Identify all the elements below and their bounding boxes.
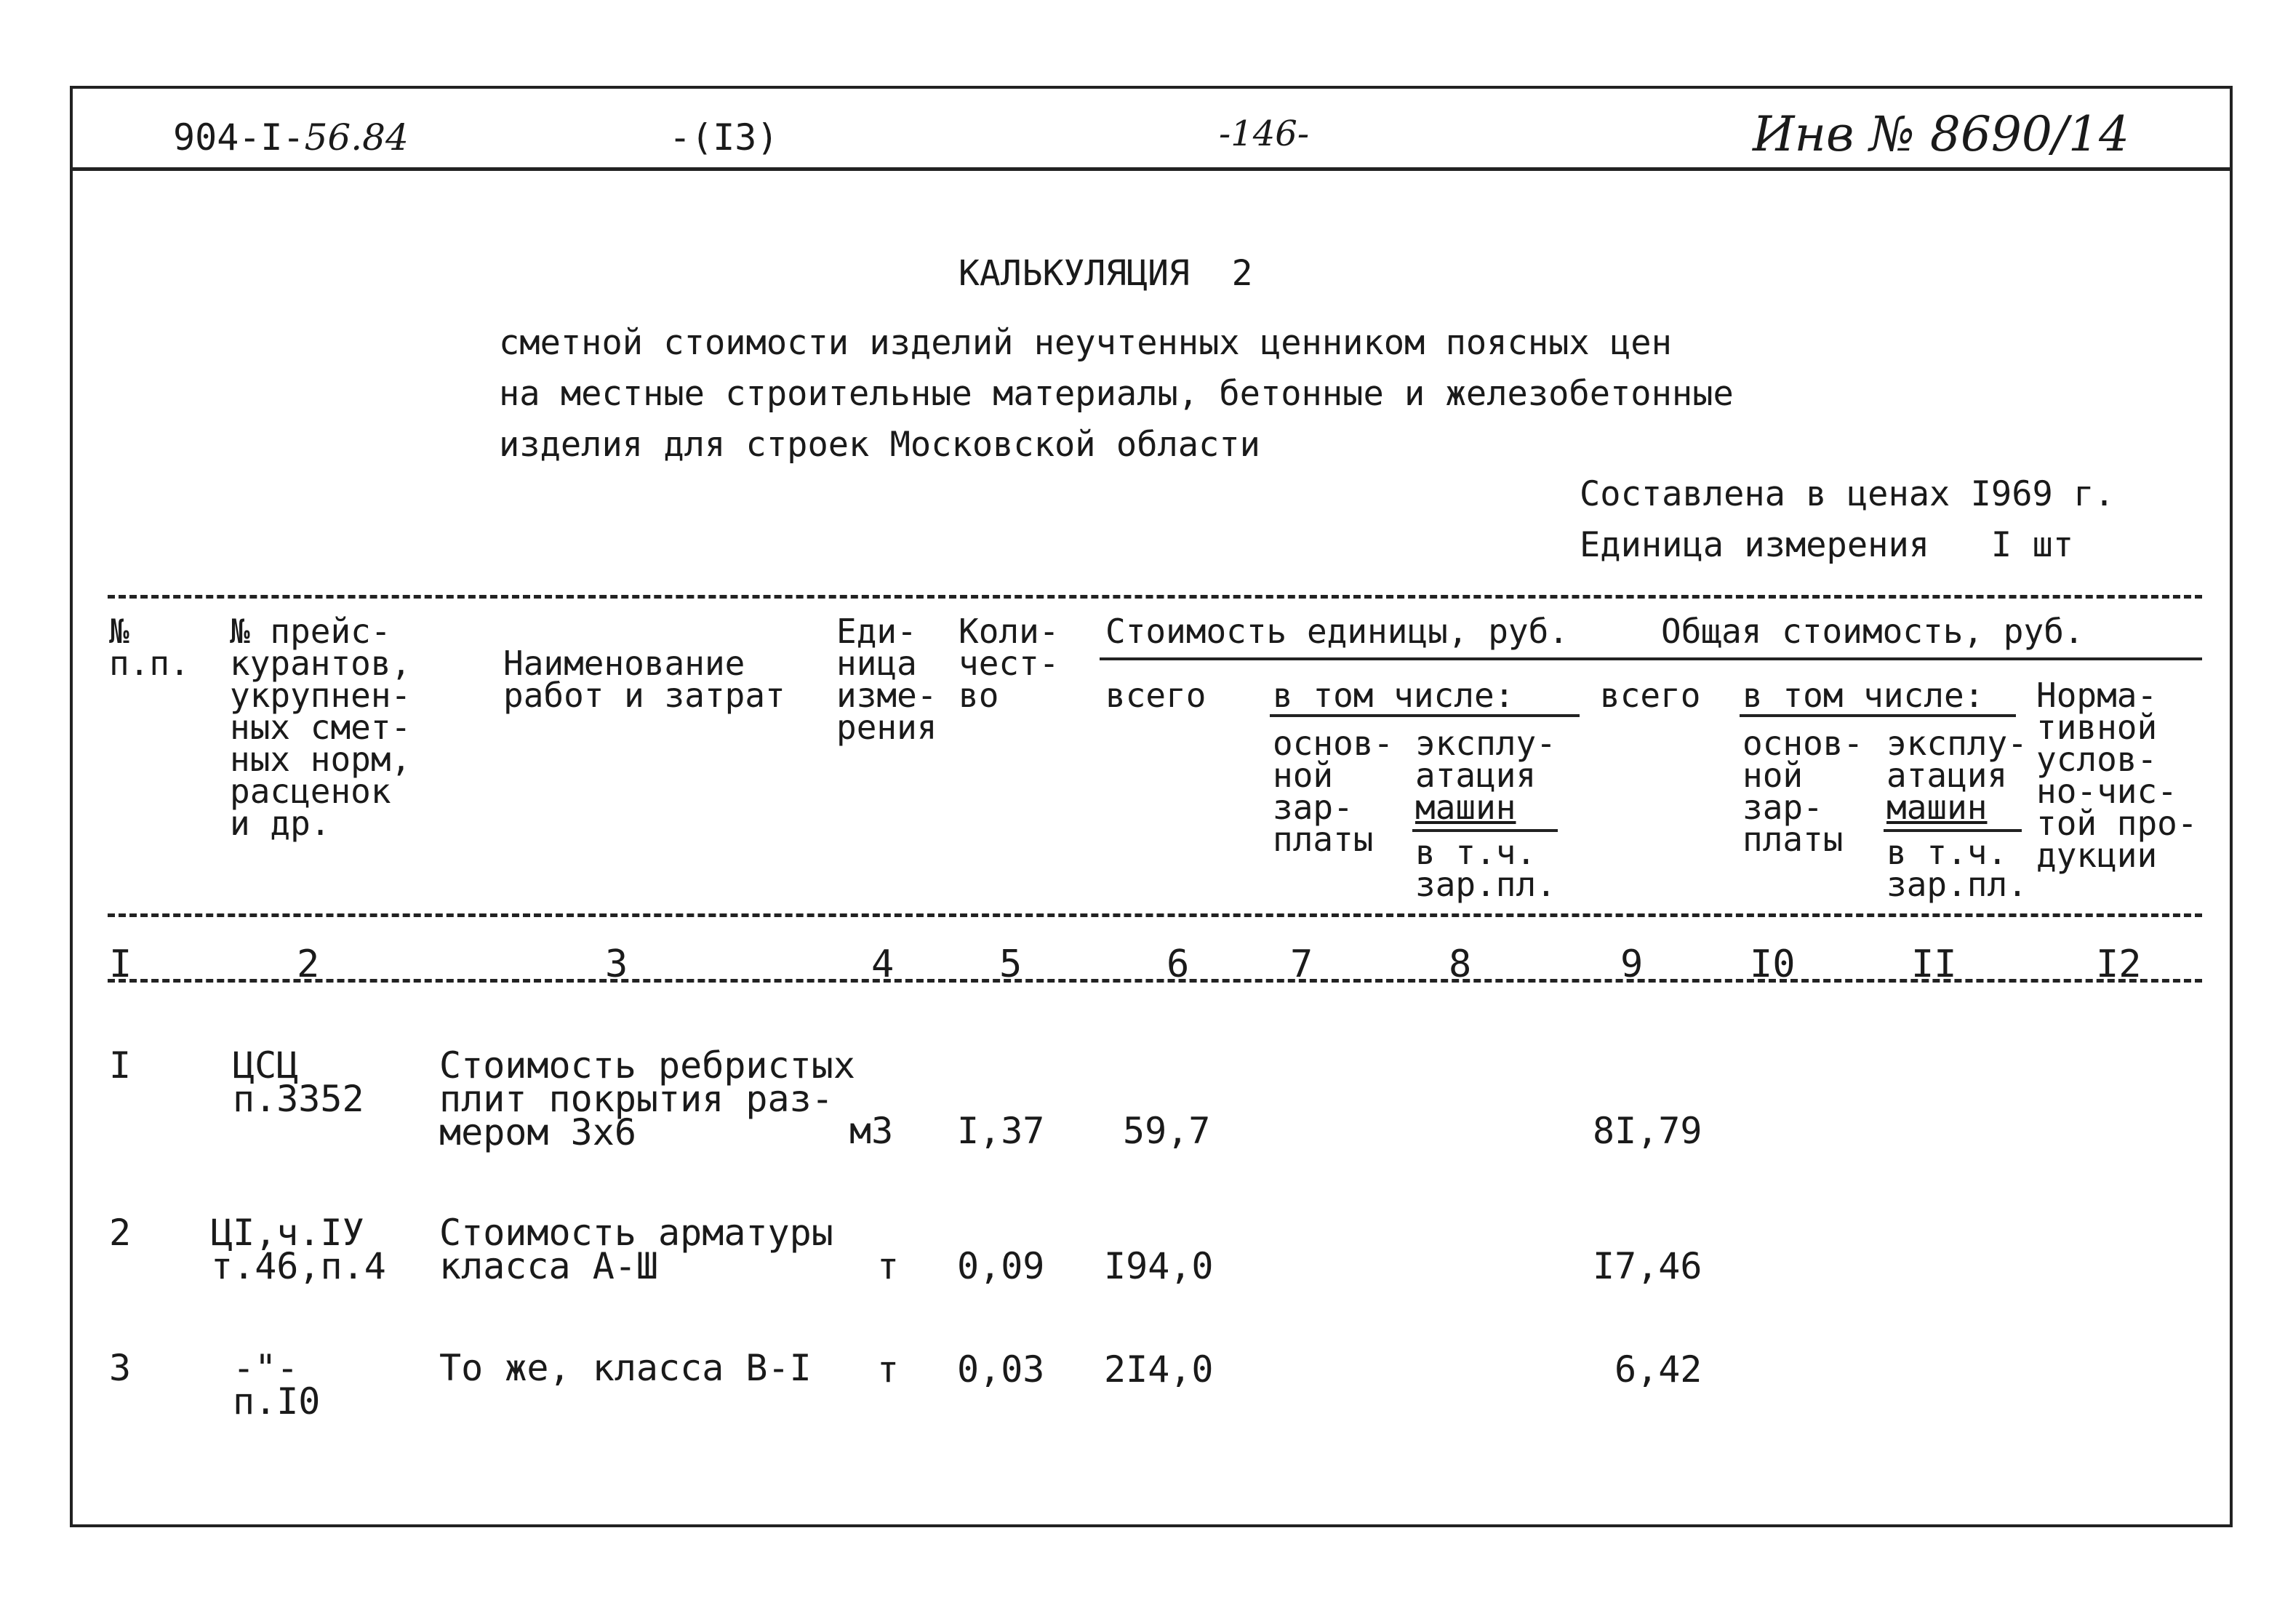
header-group-divider [1100, 657, 2202, 660]
row-2-work-name: Стоимость арматуры класса А-Ш [439, 1212, 833, 1287]
stamp-divider [73, 167, 2230, 171]
row-2-unit: т [877, 1245, 900, 1287]
header-work-name: Наименование работ и затрат [503, 644, 785, 715]
row-2-price-ref: ЦI,ч.IУ т.46,п.4 [211, 1212, 386, 1287]
col-num-2: 2 [297, 943, 320, 986]
header-unit-incl-underline [1270, 714, 1580, 717]
price-basis: Составлена в ценах I969 г. [1580, 474, 2115, 514]
row-3-price-ref: -"- п.I0 [233, 1347, 321, 1423]
row-1-quantity: I,37 [957, 1110, 1045, 1152]
row-1-total: 8I,79 [1593, 1110, 1702, 1152]
col-num-4: 4 [871, 943, 895, 986]
header-unit-incl: в том числе: [1273, 676, 1515, 715]
col-num-6: 6 [1166, 943, 1190, 986]
frame-bottom [70, 1524, 2233, 1527]
row-1-work-name: Стоимость ребристых плит покрытия раз- мером 3х6 [439, 1044, 855, 1153]
header-normative: Норма- тивной услов- но-чис- той про- дукции [2036, 676, 2198, 875]
col-num-11: II [1911, 943, 1957, 986]
row-2-total: I7,46 [1593, 1245, 1702, 1287]
column-numbers-bottom-dashed-line [108, 979, 2202, 983]
header-bottom-dashed-line [108, 913, 2202, 917]
col-num-7: 7 [1290, 943, 1313, 986]
project-suffix: 56.84 [304, 116, 409, 159]
header-total-incl: в том числе: [1742, 676, 1985, 715]
header-quantity: Коли- чест- во [959, 612, 1060, 715]
header-row-number: № п.п. [109, 612, 190, 683]
row-2-quantity: 0,09 [957, 1245, 1045, 1287]
header-total-incl-wage: в т.ч. зар.пл. [1886, 833, 2028, 904]
row-3-total: 6,42 [1614, 1348, 1702, 1391]
header-unit-cost-group: Стоимость единицы, руб. [1105, 612, 1569, 651]
header-total-incl-underline [1740, 714, 2016, 717]
header-unit: Еди- ница изме- рения [836, 612, 937, 747]
subtitle-line-3: изделия для строек Московской области [499, 425, 1260, 465]
header-total-machines: машин [1886, 788, 1988, 827]
row-3-quantity: 0,03 [957, 1348, 1045, 1391]
sheet-number: -(I3) [669, 116, 779, 159]
document-title: КАЛЬКУЛЯЦИЯ 2 [959, 253, 1253, 294]
col-num-8: 8 [1449, 943, 1472, 986]
row-1-unit-total: 59,7 [1123, 1110, 1211, 1152]
frame-left [70, 86, 73, 1527]
header-unit-machines-underline [1412, 829, 1558, 832]
col-num-12: I2 [2096, 943, 2142, 986]
row-2-unit-total: I94,0 [1104, 1245, 1214, 1287]
project-code [173, 116, 409, 159]
unit-of-measure: Единица измерения I шт [1580, 525, 2074, 565]
row-2-number: 2 [109, 1212, 132, 1254]
header-unit-incl-wage: в т.ч. зар.пл. [1415, 833, 1556, 904]
header-unit-machines: машин [1415, 788, 1516, 827]
project-prefix: 904-I- [173, 116, 305, 159]
frame-top [70, 86, 2233, 89]
frame-right [2230, 86, 2233, 1527]
subtitle-line-2: на местные строительные материалы, бетонные и железобетонные [499, 374, 1734, 414]
row-3-work-name: То же, класса В-I [439, 1347, 812, 1389]
header-unit-machine-op: эксплу- атация [1415, 724, 1556, 795]
header-total-cost-group: Общая стоимость, руб. [1661, 612, 2084, 651]
col-num-9: 9 [1620, 943, 1644, 986]
row-1-unit: м3 [849, 1110, 894, 1152]
col-num-1: I [109, 943, 132, 986]
row-1-number: I [109, 1044, 132, 1087]
col-num-3: 3 [605, 943, 628, 986]
header-price-ref: № прейс- курантов, укрупнен- ных смет- ных норм, расценок и др. [230, 612, 412, 843]
header-unit-all: всего [1105, 676, 1206, 715]
inventory-number: Инв № 8690/14 [1753, 106, 2130, 162]
header-total-main-wage: основ- ной зар- платы [1742, 724, 1864, 859]
row-3-number: 3 [109, 1347, 132, 1389]
table-top-dashed-line [108, 595, 2202, 599]
row-3-unit-total: 2I4,0 [1104, 1348, 1214, 1391]
col-num-10: I0 [1750, 943, 1796, 986]
header-total-machine-op: эксплу- атация [1886, 724, 2028, 795]
header-total-all: всего [1600, 676, 1701, 715]
row-3-unit: т [877, 1348, 900, 1391]
subtitle-line-1: сметной стоимости изделий неучтенных ценником поясных цен [499, 323, 1672, 363]
header-unit-main-wage: основ- ной зар- платы [1273, 724, 1394, 859]
page-number: -146- [1219, 113, 1310, 154]
row-1-price-ref: ЦСЦ п.3352 [233, 1044, 364, 1120]
header-total-machines-underline [1884, 829, 2022, 832]
col-num-5: 5 [999, 943, 1023, 986]
